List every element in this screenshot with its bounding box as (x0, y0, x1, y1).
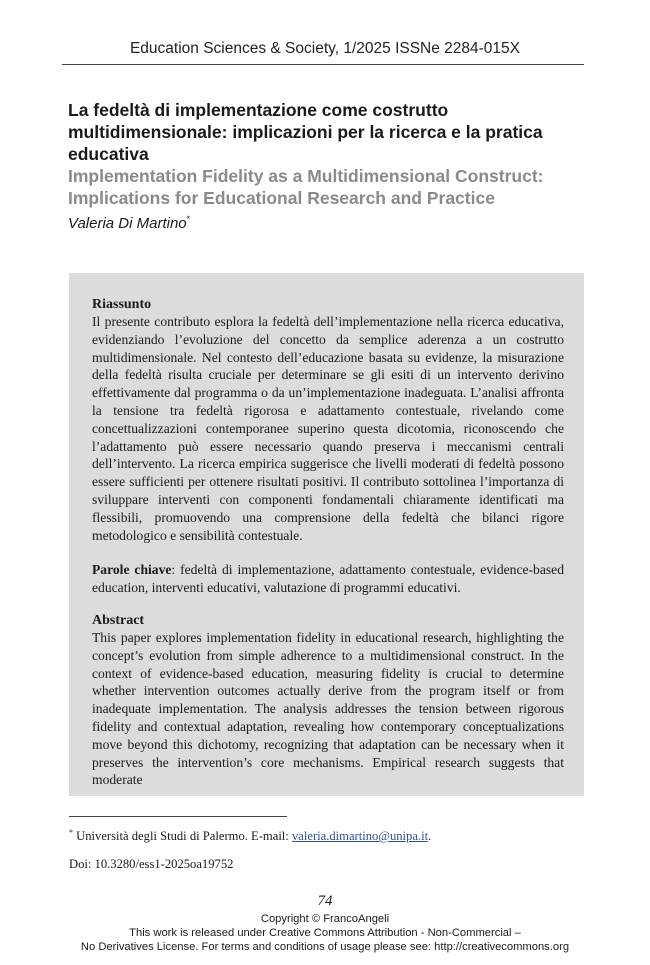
page-number: 74 (317, 893, 333, 909)
riassunto-body: Il presente contributo esplora la fedeltà dell’implementazione nella ricerca educativa, evidenziando l’evoluzione del concetto da semplice aderenza a un costrutto multidimensionale. Nel contesto dell’educazione basata su evidenze, la misurazione della fedeltà risulta cruciale per determinare se gli esiti di un intervento derivino effettivamente dal programma o da un’implementazione inadeguata. L’analisi affronta la tensione tra fedeltà rigorosa e adattamento contestuale, rivelando come concettualizzazioni contemporanee superino questa dicotomia, riconoscendo che l’adattamento può essere necessario quando preserva i meccanismi centrali dell’intervento. La ricerca empirica suggerisce che livelli moderati di fedeltà possono essere sufficienti per ottenere risultati positivi. Il contributo sottolinea l’importanza di sviluppare interventi con componenti fondamentali chiaramente identificati ma flessibili, promuovendo una comprensione della fedeltà che bilanci rigore metodologico e sensibilità contestuale. (92, 314, 564, 543)
keywords-text: : fedeltà di implementazione, adattamento contestuale, evidence-based education, interventi educativi, valutazione di programmi educativi. (92, 562, 564, 596)
author-name: Valeria Di Martino (68, 215, 187, 232)
copyright-line: Copyright © FrancoAngeli (260, 913, 390, 925)
footnote-affiliation: Università degli Studi di Palermo. E-mail: (73, 829, 292, 844)
license-line-1: This work is released under Creative Commons Attribution - Non-Commercial – (129, 927, 521, 939)
author-footnote-mark: * (186, 214, 191, 224)
riassunto-heading: Riassunto (92, 297, 152, 312)
keywords (92, 561, 564, 597)
abstract-heading: Abstract (92, 612, 145, 628)
license-line-2: No Derivatives License. For terms and conditions of usage please see: http://creativecommons.org (80, 941, 570, 953)
title-english: Implementation Fidelity as a Multidimensional Construct: Implications for Educational Research and Practice (68, 166, 544, 208)
footnote-mark: * (69, 828, 73, 837)
abstract-box (69, 273, 584, 796)
license-block (0, 912, 650, 954)
title-italian: La fedeltà di implementazione come costrutto multidimensionale: implicazioni per la ricerca e la pratica educativa (68, 100, 543, 164)
title-block (68, 99, 588, 233)
abstract-body: This paper explores implementation fidelity in educational research, highlighting the concept’s evolution from simple adherence to a multidimensional construct. In the context of evidence-based education, measuring fidelity is crucial to determine whether intervention outcomes actually derive from the program itself or from inadequate implementation. The analysis addresses the tension between rigorous fidelity and contextual adaptation, revealing how contemporary conceptualizations move beyond this dichotomy, recognizing that adaptation can be necessary when it preserves the intervention’s core mechanisms. Empirical research suggests that moderate (92, 629, 564, 788)
header-rule (62, 64, 584, 65)
footnote-end: . (428, 829, 432, 844)
author (68, 210, 588, 233)
journal-header: Education Sciences & Society, 1/2025 ISSNe 2284-015X (129, 40, 521, 57)
abstract-inner (92, 297, 564, 789)
keywords-label: Parole chiave (92, 562, 172, 578)
doi: Doi: 10.3280/ess1-2025oa19752 (69, 857, 234, 871)
email-link[interactable]: valeria.dimartino@unipa.it (291, 829, 429, 844)
footnote-rule (69, 816, 287, 817)
author-footnote (69, 825, 584, 844)
